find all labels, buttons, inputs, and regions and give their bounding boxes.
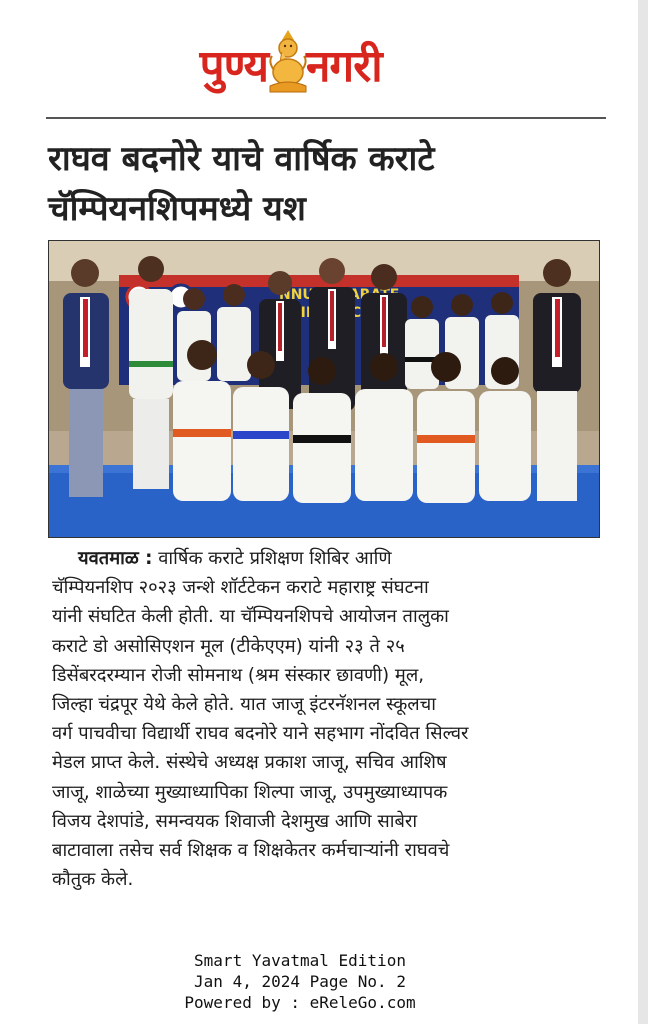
- edition-date-page: Jan 4, 2024 Page No. 2: [194, 972, 406, 991]
- right-gutter: [638, 0, 648, 1024]
- article-line: मेडल प्राप्त केले. संस्थेचे अध्यक्ष प्रकाश जाजू, सचिव आशिष: [52, 752, 447, 774]
- header-rule: [46, 117, 606, 119]
- karate-group-photo: [49, 241, 600, 538]
- article-line: बाटावाला तसेच सर्व शिक्षक व शिक्षकेतर कर्मचाऱ्यांनी राघवचे: [52, 840, 450, 862]
- article-line: जिल्हा चंद्रपूर येथे केले होते. यात जाजू इंटरनॅशनल स्कूलचा: [52, 694, 436, 716]
- article-headline: [48, 134, 604, 234]
- article-line: जाजू, शाळेच्या मुख्याध्यापिका शिल्पा जाजू, उपमुख्याध्यापक: [52, 781, 448, 803]
- headline-line-2: चॅम्पियनशिपमध्ये यश: [48, 189, 306, 229]
- article-line: डिसेंबरदरम्यान रोजी सोमनाथ (श्रम संस्कार छावणी) मूल,: [52, 664, 425, 686]
- brand-name-right: नगरी: [306, 41, 382, 92]
- article-body: [52, 544, 608, 894]
- ganesha-emblem-icon: [264, 26, 312, 98]
- headline-line-1: राघव बदनोरे याचे वार्षिक कराटे: [48, 139, 435, 179]
- edition-footer: [0, 950, 600, 1013]
- dateline: यवतमाळ :: [78, 548, 153, 569]
- powered-by: Powered by : eReleGo.com: [184, 993, 416, 1012]
- banner-text-1: NNUAL: [279, 287, 334, 303]
- article-line: कौतुक केले.: [52, 869, 134, 891]
- article-line: कराटे डो असोसिएशन मूल (टीकेएएम) यांनी २३ ते २५: [52, 635, 405, 657]
- article-line: वर्ग पाचवीचा विद्यार्थी राघव बदनोरे याने सहभाग नोंदवित सिल्वर: [52, 723, 469, 745]
- article-line: यवतमाळ : वार्षिक कराटे प्रशिक्षण शिबिर आणि: [52, 544, 608, 573]
- article-line: विजय देशपांडे, समन्वयक शिवाजी देशमुख आणि साबेरा: [52, 810, 418, 832]
- edition-name: Smart Yavatmal Edition: [194, 951, 406, 970]
- masthead: [0, 24, 648, 104]
- article-line: यांनी संघटित केली होती. या चॅम्पियनशिपचे आयोजन तालुका: [52, 606, 449, 628]
- brand-name-left: पुण्य: [199, 41, 268, 92]
- article-line: चॅम्पियनशिप २०२३ जन्शे शॉर्टटेकन कराटे महाराष्ट्र संघटना: [52, 577, 429, 599]
- news-photo: [48, 240, 600, 538]
